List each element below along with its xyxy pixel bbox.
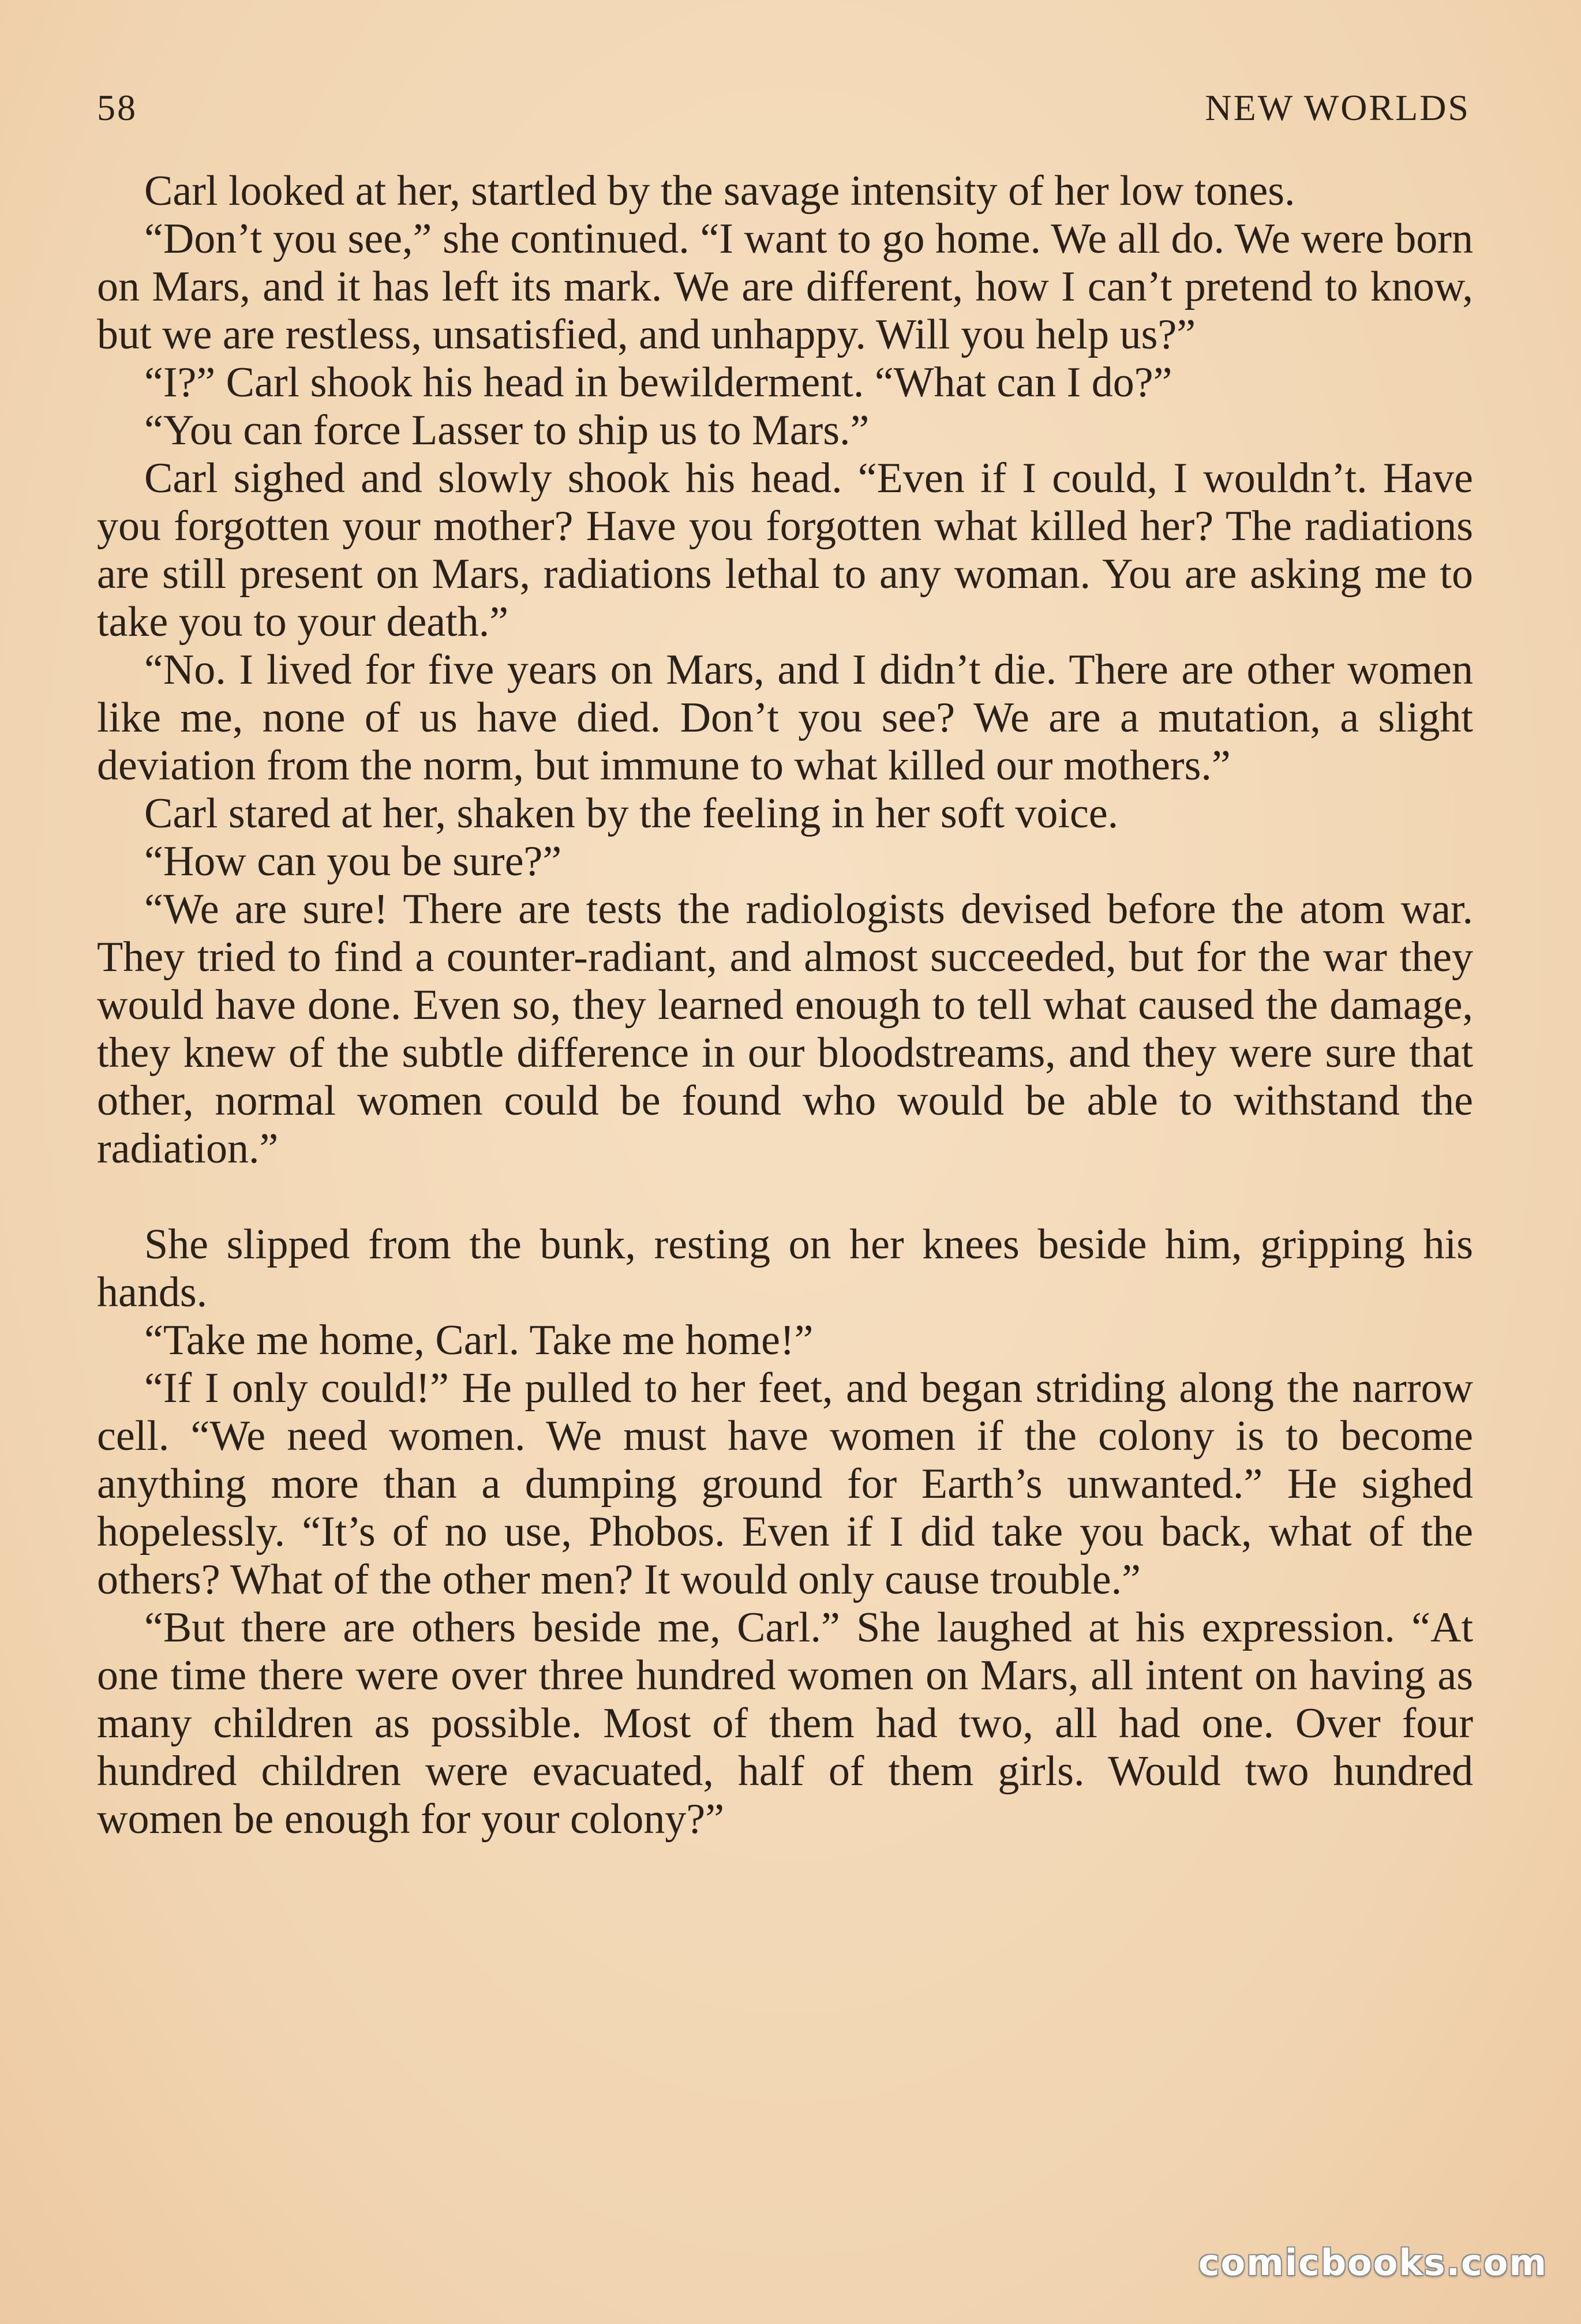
page-number: 58 (97, 87, 137, 128)
running-head: NEW WORLDS (1205, 87, 1470, 128)
paragraph: “We are sure! There are tests the radiologists devised before the atom war. They tried to find a counter-radiant, and almost succeeded, but for the war they would have done. Even so, they learned enough to tell what caused the damage, they knew of the subtle difference in our bloodstreams, and they were sure that other, normal women could be found who would be able to withstand the radiation.” (97, 886, 1473, 1172)
paragraph: “You can force Lasser to ship us to Mars.” (144, 407, 870, 454)
paragraph: “If I only could!” He pulled to her feet, and began striding along the narrow cell. “We need women. We must have women if the colony is to become anything more than a dumping ground for Earth’s unwanted.” He sighed hopelessly. “It’s of no use, Phobos. Even if I did take you back, what of the others? What of the other men? It would only cause trouble.” (97, 1365, 1473, 1603)
paragraph: “I?” Carl shook his head in bewilderment. “What can I do?” (144, 359, 1172, 406)
site-watermark: comicbooks.com (1198, 2241, 1548, 2284)
section-break (97, 1173, 1473, 1221)
paragraph: She slipped from the bunk, resting on her knees beside him, gripping his hands. (97, 1221, 1473, 1316)
paragraph: Carl sighed and slowly shook his head. “Even if I could, I wouldn’t. Have you forgotten your mother? Have you forgotten what killed her? The radiations are still present on Mars, radiations lethal to any woman. You are asking me to take you to your death.” (97, 455, 1473, 646)
paragraph: Carl looked at her, startled by the savage intensity of her low tones. (144, 167, 1295, 215)
story-text (97, 167, 1473, 1843)
paragraph: “No. I lived for five years on Mars, and I didn’t die. There are other women like me, none of us have died. Don’t you see? We are a mutation, a slight deviation from the norm, but immune to what killed our mothers.” (97, 646, 1473, 789)
paragraph: Carl stared at her, shaken by the feeling in her soft voice. (144, 790, 1119, 837)
page-header (97, 87, 1470, 138)
paragraph: “But there are others beside me, Carl.” She laughed at his expression. “At one time there were over three hundred women on Mars, all intent on having as many children as possible. Most of them had two, all had one. Over four hundred children were evacuated, half of them girls. Would two hundred women be enough for your colony?” (97, 1604, 1473, 1843)
paragraph: “How can you be sure?” (144, 838, 562, 885)
paragraph: “Don’t you see,” she continued. “I want to go home. We all do. We were born on Mars, and it has left its mark. We are different, how I can’t pretend to know, but we are restless, unsatisfied, and unhappy. Will you help us?” (97, 215, 1473, 358)
paragraph: “Take me home, Carl. Take me home!” (144, 1317, 814, 1364)
